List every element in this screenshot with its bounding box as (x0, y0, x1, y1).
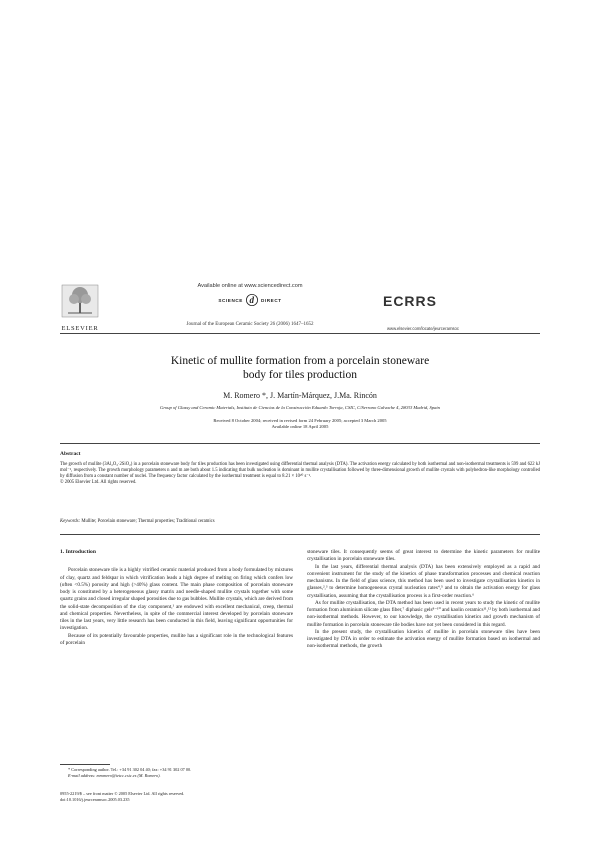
available-online: Available online at www.sciencedirect.com (197, 283, 303, 289)
intro-paragraph-5: As for mullite crystallisation, the DTA method has been used in recent years to study the kinetic of mullite formation from aluminium silicate glass fiber,⁷ diphasic gels⁸⁻¹⁰ and kaolin ceramics¹¹,¹² by both isothermal and non-isothermal methods. However, to our knowledge, the crystallisation kinetics and growth mechanism of mullite formation in porcelain stoneware tile bodies have not yet been considered in this regard. (307, 599, 540, 628)
left-column (60, 549, 293, 647)
abstract-heading: Abstract (60, 451, 81, 457)
keywords-label: Keywords: (60, 519, 81, 524)
abstract-copyright: © 2005 Elsevier Ltd. All rights reserved. (60, 480, 137, 486)
corresponding-author: * Corresponding author. Tel.: +34 91 302 04 40; fax: +34 91 302 07 00. (68, 767, 192, 772)
abstract-text: The growth of mullite (3Al₂O₃·2SiO₂) in a porcelain stoneware body for tiles production has been investigated using differential thermal analysis (DTA). The activation energy calculated by both isothermal and non-isothermal treatments is 599 and 622 kJ mol⁻¹, respectively. The growth morphology parameters n and m are both about 1.5 indicating that bulk nucleation is dominant in mullite crystallisation followed by three-dimensional growth of mullite crystals with polyhedron-like morphology controlled by diffusion from a constant number of nuclei. The frequency factor calculated by the isothermal treatment is equal to 8.21 × 10²⁰ s⁻¹. (60, 462, 540, 480)
doi-link[interactable]: doi:10.1016/j.jeurceramsoc.2005.03.235 (60, 796, 130, 802)
front-matter (60, 791, 360, 802)
abstract-body (60, 462, 540, 486)
title-line-2: body for tiles production (242, 369, 358, 381)
section-heading-introduction: 1. Introduction (60, 549, 96, 555)
intro-paragraph-2: Because of its potentially favourable properties, mullite has a significant role in the technological features of porcelain (60, 632, 293, 646)
title-line-1: Kinetic of mullite formation from a porcelain stoneware (170, 355, 430, 367)
intro-paragraph-1: Porcelain stoneware tile is a highly vitrified ceramic material produced from a body formulated by mixtures of clay, quartz and feldspar in which vitrification leads a high degree of melting on firing which confers low (often <0.5%) porosity and high (>40%) glass content. The main phase composition of porcelain stoneware body is constituted by a heterogeneous glassy matrix and needle-shaped mullite crystals together with some quartz grains and closed irregular shaped porosities due to gas bubbles. Mullite crystals, which are derived from the solid-state decomposition of the clay component,¹ are endowed with excellent mechanical, creep, thermal and chemical properties. Nevertheless, in spite of the commercial interest developed by porcelain stoneware tiles in the last years, very little research has been conducted in this field, leaving significant opportunities for investigation. (60, 567, 293, 632)
elsevier-logo (60, 283, 100, 332)
intro-paragraph-4: In the last years, differential thermal analysis (DTA) has been extensively employed as a rapid and convenient instrument for the study of the kinetics of phase transformation processes and chemical reaction mechanisms. In the field of glass science, this method has been used to investigate crystallisation kinetics in glasses,²,³ to determine homogeneous crystal nucleation rates⁴,⁵ and to obtain the activation energy for glass crystallisation, assuming that the crystallisation process is a first-order reaction.⁶ (307, 563, 540, 599)
sciencedirect-logo (180, 293, 320, 307)
footnote (60, 767, 293, 778)
journal-reference: Journal of the European Ceramic Society 26 (2006) 1647–1652 (186, 322, 314, 327)
svg-text:d: d (249, 295, 255, 305)
header-rule (60, 333, 540, 334)
sciencedirect-left: SCIENCE (218, 297, 243, 303)
article-title (60, 354, 540, 382)
keywords (60, 519, 540, 524)
authors: M. Romero *, J. Martín-Márquez, J.Ma. Rincón (223, 391, 377, 400)
right-column (307, 549, 540, 651)
sciencedirect-d-icon (245, 293, 259, 307)
corresponding-email: E-mail address: mromero@ietcc.csic.es (M. Romero). (68, 772, 161, 778)
online-date: Available online 18 April 2005 (271, 424, 329, 429)
received-dates: Received 8 October 2004; received in revised form 24 February 2005; accepted 3 March 2005 (213, 418, 387, 423)
affiliation: Group of Glassy and Ceramic Materials, Instituto de Ciencias de la Construcción Eduardo Torroja, CSIC, C/Serrano Galvache 4, 28033 Madrid, Spain (160, 405, 440, 410)
abstract-bottom-rule (60, 534, 540, 535)
elsevier-wordmark: ELSEVIER (61, 325, 99, 332)
article-dates (60, 418, 540, 430)
keywords-list: Mullite; Porcelain stoneware; Thermal properties; Traditional ceramics (80, 519, 215, 524)
intro-paragraph-3: stoneware tiles. It consequently seems of great interest to determine the kinetic parameters for mullite crystallisation in porcelain stoneware tiles. (307, 549, 540, 563)
sciencedirect-right: DIRECT (260, 297, 282, 303)
ecers-logo: ECRRS (382, 293, 437, 309)
issn-line: 0955-2219/$ – see front matter © 2005 Elsevier Ltd. All rights reserved. (60, 791, 185, 796)
elsevier-tree-icon (60, 283, 100, 319)
abstract-top-rule (60, 443, 540, 444)
intro-paragraph-6: In the present study, the crystallisation kinetics of mullite in porcelain stoneware tiles have been investigated by DTA in order to estimate the activation energy of mullite formation based on isothermal and non-isothermal methods, the growth (307, 628, 540, 650)
footnote-rule (60, 764, 110, 765)
ecers-url: www.elsevier.com/locate/jeurceramsoc (387, 326, 459, 331)
